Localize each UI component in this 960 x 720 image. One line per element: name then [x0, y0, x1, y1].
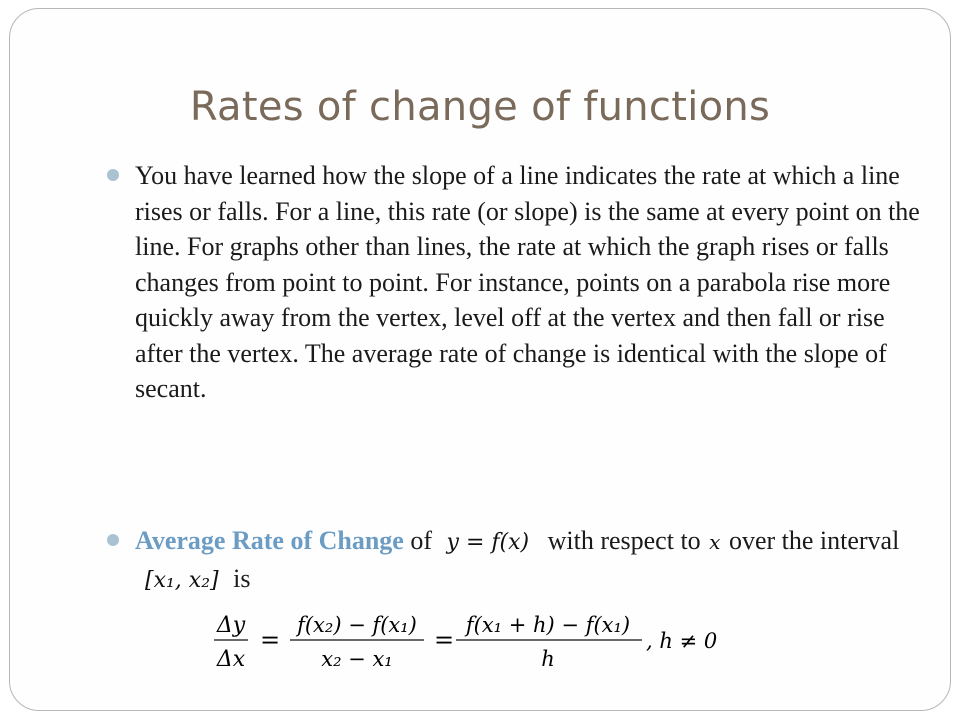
- equals-sign: =: [260, 626, 281, 654]
- bullet-icon: [107, 169, 119, 181]
- slide-title: Rates of change of functions: [189, 84, 771, 130]
- bullet-text-2: [135, 523, 925, 599]
- secant-numerator: f(x₂) − f(x₁): [297, 613, 417, 637]
- text-fragment: of: [403, 526, 439, 555]
- delta-y: Δy: [216, 613, 246, 638]
- secant-denominator: x₂ − x₁: [321, 647, 393, 671]
- text-fragment: is: [226, 563, 251, 593]
- average-rate-term: Average Rate of Change: [135, 526, 404, 555]
- delta-x: Δx: [216, 647, 246, 672]
- text-fragment: with respect to: [541, 526, 708, 555]
- variable-x: x: [709, 530, 721, 555]
- h-nonzero-condition: , h ≠ 0: [646, 629, 718, 653]
- bullet-text-1: You have learned how the slope of a line indicates the rate at which a line rises or falls. For a line, this rate (or slope) is the same at every point on the line. For graphs other than lines, the rate at which the graph rises or falls changes from point to point. For instance, points on a parabola rise more quickly away from the vertex, level off at the vertex and then fall or rise after the vertex. The average rate of change is identical with the slope of secant.: [135, 161, 920, 403]
- equals-sign: =: [434, 626, 455, 654]
- formula-graphic: [210, 604, 750, 674]
- text-fragment: over the interval: [722, 526, 900, 555]
- difference-quotient-denominator: h: [541, 647, 555, 671]
- average-rate-formula: [210, 604, 750, 674]
- function-equation: y = f(x): [446, 530, 530, 556]
- difference-quotient-numerator: f(x₁ + h) − f(x₁): [465, 613, 631, 637]
- bullet-icon: [107, 534, 119, 546]
- interval-notation: [x₁, x₂]: [145, 568, 219, 594]
